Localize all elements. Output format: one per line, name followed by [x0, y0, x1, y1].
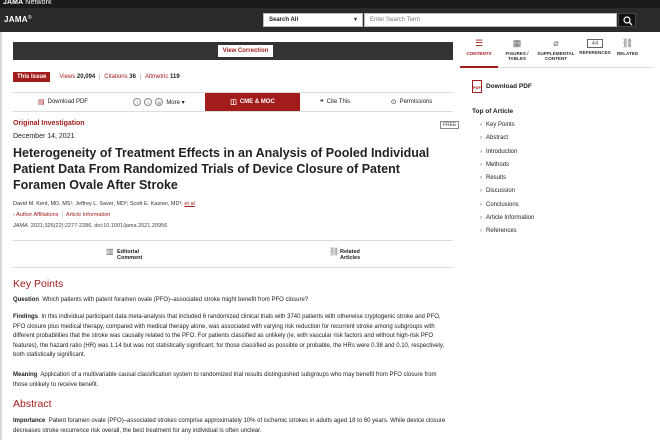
toc-item[interactable]: › Key Points — [480, 122, 534, 135]
free-badge: FREE — [440, 121, 459, 129]
key-points-findings: Findings In this individual participant data meta-analysis that included 6 randomized clinical trials with 3740 patients with otherwise cryptogenic stroke and PFO, PFO closure plus medical therapy, compared with medical therapy alone, was associated with varying risk reduction for recurrent stroke among subgroups with different probabilities that the stroke was causally related to the PFO. For patients classified as unlikely (ie, with vascular risk factors and without high-risk PFO features), the hazard ratio (HR) was 1.14 but was not statistically significant; for those classified as possible or probable, the HRs were 0.38 and 0.10, respectively, both statistically significant. — [13, 314, 445, 359]
search-input[interactable]: Enter Search Term — [364, 13, 617, 27]
sidebar-download-pdf[interactable]: PDF Download PDF — [472, 80, 532, 93]
toc-title: Top of Article — [472, 108, 514, 115]
twitter-icon[interactable]: t — [144, 98, 152, 106]
permissions-icon: ⊙ — [390, 99, 397, 106]
search-icon — [623, 16, 633, 26]
toc-item[interactable]: › References — [480, 228, 534, 241]
abstract-importance: Importance Patent foramen ovale (PFO)–associated strokes comprise approximately 10% of ischemic strokes in adults aged 18 to 60 years. While device closure decreases stroke recurrence risk overall, the best treatment for any individual is often unclear. — [13, 418, 446, 434]
link-icon: ⛓ — [329, 247, 340, 256]
network-bar — [0, 0, 660, 8]
article-type: Original Investigation — [13, 120, 85, 127]
email-icon[interactable]: @ — [157, 100, 162, 105]
abstract-heading: Abstract — [13, 398, 52, 410]
article-title: Heterogeneity of Treatment Effects in an Analysis of Pooled Individual Patient Data From Randomized Trials of Device Closure of Patent Foramen Ovale After Stroke — [13, 146, 430, 192]
tab-figures-tables[interactable]: ▦ FIGURES / TABLES — [498, 36, 536, 67]
toc-item[interactable]: › Abstract — [480, 135, 534, 148]
key-points-heading: Key Points — [13, 278, 64, 290]
citation-line: JAMA. 2021;326(22):2277-2286. doi:10.1001/jama.2021.20956 — [13, 223, 168, 229]
search-button[interactable] — [618, 13, 636, 27]
table-of-contents — [480, 122, 534, 242]
article-metrics — [13, 71, 184, 83]
author-list: David M. Kent, MD, MS¹; Jeffrey L. Saver, MD²; Scott E. Kasner, MD³; et al — [13, 201, 195, 207]
this-issue-badge[interactable]: This Issue — [13, 72, 50, 82]
toc-item[interactable]: › Article Information — [480, 215, 534, 228]
citations-metric[interactable]: Citations 36 — [100, 74, 141, 80]
chevron-down-icon: ▾ — [353, 17, 357, 23]
related-articles-link[interactable]: ⛓ Related Articles — [329, 247, 361, 261]
references-count-icon: 44 — [587, 39, 603, 48]
facebook-icon[interactable]: f — [133, 98, 141, 106]
publication-date: December 14, 2021 — [13, 133, 75, 140]
toc-item[interactable]: › Introduction — [480, 149, 534, 162]
editorial-related-bar — [13, 240, 453, 268]
permissions-button[interactable]: ⊙ Permissions — [390, 99, 433, 106]
article-toolbar — [13, 92, 453, 112]
network-logo[interactable]: JAMA Network — [3, 0, 52, 6]
figure-icon: ▦ — [512, 38, 522, 48]
right-nav-tabs — [460, 36, 653, 68]
key-points-meaning: Meaning Application of a multivariable causal classification system to randomized trial results distinguished subgroups who may benefit from PFO closure from those unlikely to receive benefit. — [13, 372, 437, 388]
cme-icon: ◫ — [230, 99, 237, 106]
pdf-icon: ▤ — [38, 99, 45, 106]
search-scope-select[interactable]: Search All ▾ — [263, 13, 363, 27]
attachment-icon: ⌀ — [553, 38, 559, 48]
article-information-link[interactable]: Article Information — [65, 212, 111, 218]
view-correction-button[interactable]: View Correction — [218, 45, 273, 57]
views-metric: Views 20,094 — [55, 74, 100, 80]
list-icon: ☰ — [474, 38, 484, 48]
chevron-down-icon: ▾ — [181, 99, 185, 106]
download-pdf-button[interactable]: ▤ Download PDF — [38, 99, 88, 106]
cme-moc-button[interactable]: ◫ CME & MOC — [205, 93, 300, 111]
site-header — [0, 8, 660, 32]
document-icon: ▥ — [106, 247, 114, 256]
et-al-link[interactable]: et al — [184, 201, 195, 207]
editorial-comment-link[interactable]: ▥ Editorial Comment — [106, 247, 143, 261]
tab-supplemental[interactable]: ⌀ SUPPLEMENTAL CONTENT — [537, 38, 575, 61]
pdf-icon: PDF — [472, 80, 482, 93]
tab-references[interactable]: 44 REFERENCES — [579, 41, 611, 55]
tab-contents[interactable]: ☰ CONTENTS — [460, 36, 498, 68]
left-scroll-track[interactable] — [0, 32, 2, 440]
tab-related[interactable]: ⛓ RELATED — [614, 36, 641, 67]
key-points-question: Question Which patients with patent foramen ovale (PFO)–associated stroke might benefit from PFO closure? — [13, 297, 309, 303]
author-affiliations-link[interactable]: › Author Affiliations — [13, 212, 59, 218]
cite-this-button[interactable]: ❝ Cite This — [319, 99, 351, 106]
toc-item[interactable]: › Conclusions — [480, 202, 534, 215]
toc-item[interactable]: › Results — [480, 175, 534, 188]
correction-bar — [13, 42, 453, 60]
author-links: › Author Affiliations | Article Information — [13, 212, 111, 218]
toc-item[interactable]: › Discussion — [480, 188, 534, 201]
more-button[interactable]: More ▾ — [166, 99, 185, 106]
altmetric-metric[interactable]: Altmetric 119 — [144, 74, 180, 80]
jama-logo[interactable]: JAMA® — [4, 15, 32, 24]
toc-item[interactable]: › Methods — [480, 162, 534, 175]
link-icon: ⛓ — [621, 38, 634, 48]
quote-icon: ❝ — [319, 99, 324, 106]
share-tools — [113, 93, 205, 111]
